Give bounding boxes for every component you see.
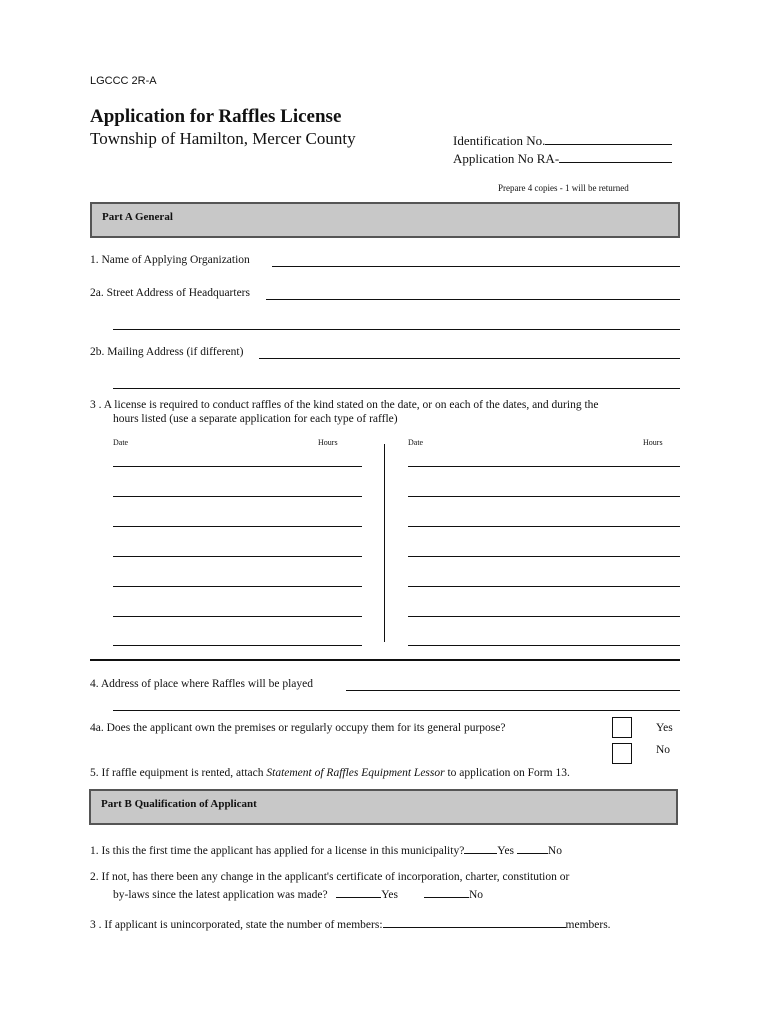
- schedule-right-line-3[interactable]: [408, 526, 680, 527]
- schedule-column-divider: [384, 444, 385, 642]
- part-b-q2-yes-label: Yes: [381, 889, 398, 901]
- hours-column-header-left: Hours: [318, 438, 338, 447]
- schedule-right-line-4[interactable]: [408, 556, 680, 557]
- members-count-line[interactable]: [383, 915, 566, 928]
- q2a-label: 2a. Street Address of Headquarters: [90, 287, 250, 299]
- schedule-left-line-5[interactable]: [113, 586, 362, 587]
- part-b-q3-suffix: members.: [565, 919, 611, 931]
- part-b-header: [89, 789, 678, 825]
- schedule-right-line-5[interactable]: [408, 586, 680, 587]
- q5-prefix: 5. If raffle equipment is rented, attach: [90, 767, 267, 779]
- street-address-line-2[interactable]: [113, 329, 680, 330]
- part-b-q2-no-label: No: [468, 889, 484, 901]
- schedule-right-line-2[interactable]: [408, 496, 680, 497]
- q2b-label: 2b. Mailing Address (if different): [90, 346, 244, 358]
- part-b-heading: Part B Qualification of Applicant: [101, 798, 257, 810]
- q3-text-line2: hours listed (use a separate application for each type of raffle): [113, 413, 398, 425]
- hours-column-header-right: Hours: [643, 438, 663, 447]
- part-b-q2-no-line[interactable]: [424, 885, 469, 898]
- part-b-q1-no-label: No: [547, 845, 562, 857]
- identification-input-line[interactable]: [545, 132, 672, 145]
- q5-form-name: Statement of Raffles Equipment Lessor: [266, 767, 445, 779]
- q5-suffix: to application on Form 13.: [444, 767, 570, 779]
- schedule-right-line-1[interactable]: [408, 466, 680, 467]
- schedule-left-line-2[interactable]: [113, 496, 362, 497]
- identification-field: [453, 132, 672, 149]
- q4a-label: 4a. Does the applicant own the premises or regularly occupy them for its general purpose?: [90, 722, 506, 734]
- date-column-header-right: Date: [408, 438, 424, 447]
- part-a-header: [90, 202, 680, 238]
- application-number-input-line[interactable]: [559, 150, 672, 163]
- street-address-line[interactable]: [266, 299, 680, 300]
- part-b-q1-label: 1. Is this the first time the applicant has applied for a license in this municipality?: [90, 845, 465, 857]
- part-a-heading: Part A General: [102, 211, 173, 223]
- raffle-address-line[interactable]: [346, 690, 680, 691]
- application-number-label: Application No RA-: [453, 151, 560, 166]
- q1-label: 1. Name of Applying Organization: [90, 254, 250, 266]
- form-subtitle: Township of Hamilton, Mercer County: [90, 129, 356, 148]
- date-column-header-left: Date: [113, 438, 129, 447]
- section-divider: [90, 659, 680, 661]
- schedule-left-line-3[interactable]: [113, 526, 362, 527]
- part-b-q3: [90, 915, 611, 931]
- identification-label: Identification No.: [453, 133, 546, 148]
- form-code: LGCCC 2R-A: [90, 75, 157, 87]
- q3-text-line1: 3 . A license is required to conduct raffles of the kind stated on the date, or on each of the dates, and during the: [90, 399, 599, 411]
- schedule-right-line-7[interactable]: [408, 645, 680, 646]
- q4-label: 4. Address of place where Raffles will be played: [90, 678, 314, 690]
- yes-checkbox[interactable]: [612, 717, 632, 738]
- organization-name-line[interactable]: [272, 266, 680, 267]
- part-b-q1-no-line[interactable]: [517, 841, 548, 854]
- schedule-left-line-1[interactable]: [113, 466, 362, 467]
- part-b-q3-label: 3 . If applicant is unincorporated, state the number of members:: [90, 919, 383, 931]
- schedule-left-line-7[interactable]: [113, 645, 362, 646]
- q5-text: [90, 767, 570, 779]
- part-b-q2-yes-line[interactable]: [336, 885, 381, 898]
- prepare-note: Prepare 4 copies - 1 will be returned: [498, 183, 629, 193]
- yes-label: Yes: [656, 722, 673, 734]
- part-b-q2-label: by-laws since the latest application was made?: [113, 889, 328, 901]
- part-b-q1: [90, 841, 562, 857]
- part-b-q2-line2: [113, 885, 483, 901]
- no-checkbox[interactable]: [612, 743, 632, 764]
- part-b-q1-yes-line[interactable]: [464, 841, 497, 854]
- schedule-left-line-4[interactable]: [113, 556, 362, 557]
- application-number-field: [453, 150, 672, 167]
- form-title: Application for Raffles License: [90, 106, 342, 127]
- schedule-right-line-6[interactable]: [408, 616, 680, 617]
- mailing-address-line-2[interactable]: [113, 388, 680, 389]
- mailing-address-line[interactable]: [259, 358, 680, 359]
- raffle-address-line-2[interactable]: [113, 710, 680, 711]
- no-label: No: [656, 744, 671, 756]
- part-b-q1-yes-label: Yes: [497, 845, 515, 857]
- schedule-left-line-6[interactable]: [113, 616, 362, 617]
- part-b-q2-line1: 2. If not, has there been any change in the applicant's certificate of incorporation, charter, constitution or: [90, 871, 570, 883]
